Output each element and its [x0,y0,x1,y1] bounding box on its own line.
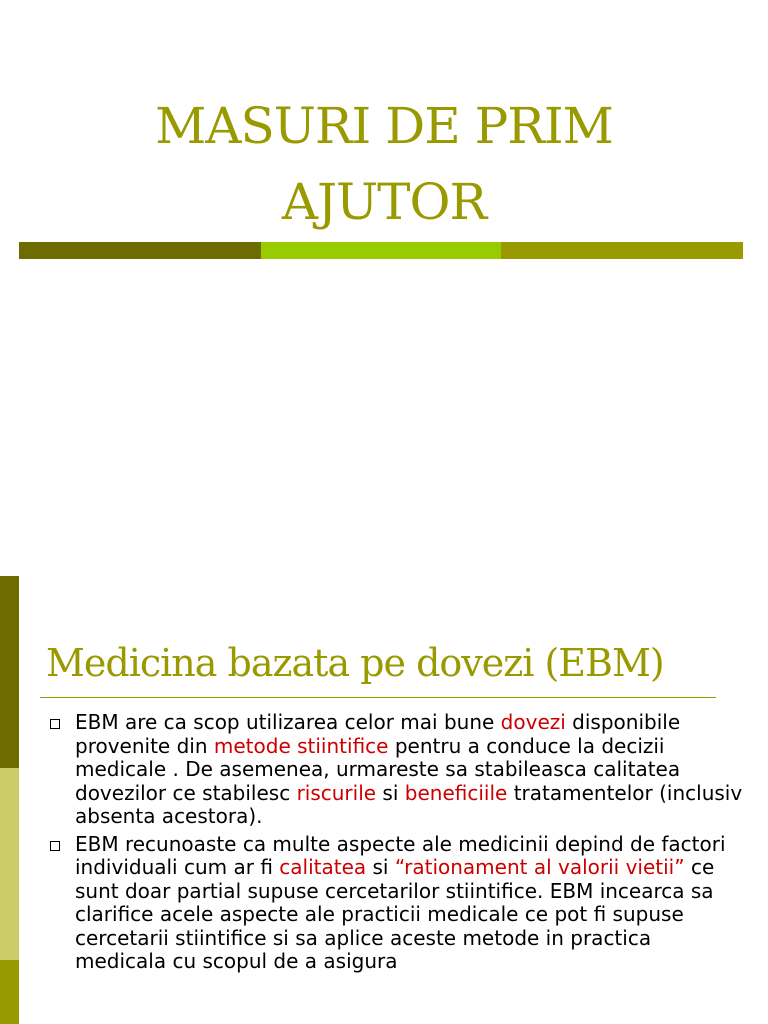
divider-segment-light [261,242,501,259]
accent-band-mid [0,960,19,1024]
left-accent-band [0,576,19,1024]
bullet-text-2 [75,832,726,974]
divider-segment-dark [19,242,261,259]
highlight-riscurile: riscurile [296,780,377,805]
bullet-list [48,711,748,978]
bullet-text-1 [75,710,742,828]
divider-segment-mid [501,242,743,259]
bullet-1-part: EBM are ca scop utilizarea celor mai bune [75,710,501,734]
highlight-metode-stiintifice: metode stiintifice [213,733,389,758]
accent-band-dark [0,576,19,768]
slide-title [0,88,768,240]
square-bullet-icon [50,719,60,729]
bullet-item-1 [48,711,748,829]
highlight-dovezi: dovezi [500,710,566,734]
bullet-2-part: si [366,855,395,879]
bullet-1-part: disponibile provenite din [75,710,681,758]
highlight-calitatea: calitatea [279,855,367,879]
bullet-1-part: pentru a conduce la decizii medicale . De asemenea, urmareste sa stabileasca calitatea dovezilor ce stabilesc [75,733,681,805]
highlight-beneficiile: beneficiile [404,780,508,805]
highlight-rationament: “rationament al valorii vietii” [394,855,685,879]
slide-heading: Medicina bazata pe dovezi (EBM) [46,641,664,685]
bullet-1-part: si [376,780,405,805]
slide-title-line-2: AJUTOR [281,173,487,231]
bullet-2-part: ce sunt doar partial supuse cercetarilor stiintifice. EBM incearca sa clarifice acele aspecte ale practicii medicale ce pot fi supuse cercetarii stiintifice si sa aplice aceste metode in practica medicala cu scopul de a asigura [75,855,715,973]
content-slide [0,576,768,1024]
slide-title-line-1: MASURI DE PRIM [155,97,613,155]
accent-band-light [0,768,19,960]
bullet-2-part: EBM recunoaste ca multe aspecte ale medicinii depind de factori individuali cum ar fi [75,831,726,879]
bullet-item-2 [48,833,748,974]
bullet-1-part: tratamentelor (inclusiv absenta acestora). [75,780,743,828]
title-divider-bar [19,242,743,259]
heading-underline [40,697,716,698]
square-bullet-icon [50,841,60,851]
